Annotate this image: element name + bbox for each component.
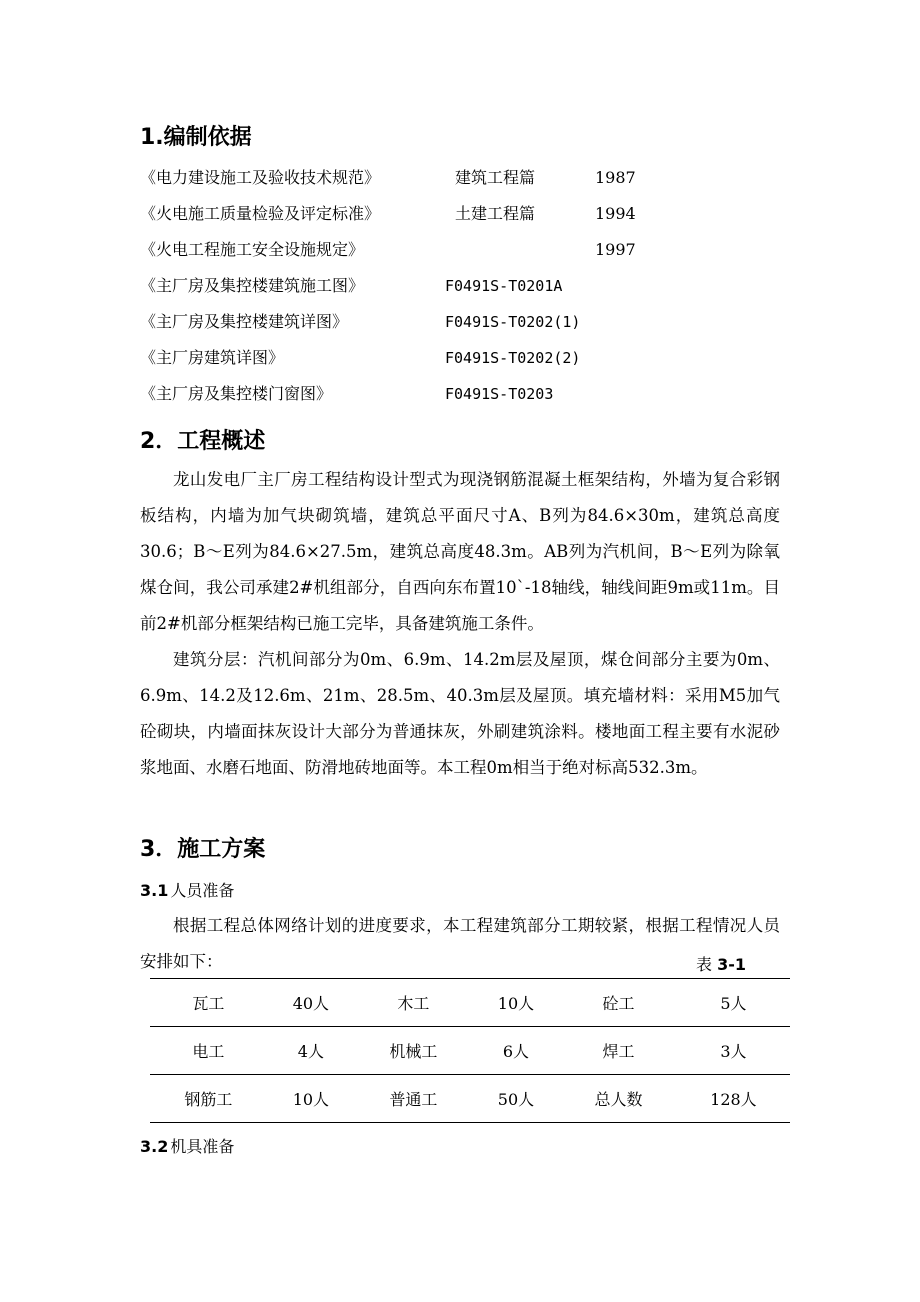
- reference-name: 《主厂房及集控楼门窗图》: [140, 384, 333, 403]
- table-number: 3-1: [717, 955, 747, 974]
- table-row: [150, 1075, 790, 1123]
- subsection-text: 人员准备: [170, 881, 235, 900]
- layering-paragraph: 建筑分层：汽机间部分为0m、6.9m、14.2m层及屋顶，煤仓间部分主要为0m、6.9m、14.2及12.6m、21m、28.5m、40.3m层及屋顶。填充墙材料：采用M5加气砼砌块，内墙面抹灰设计大部分为普通抹灰，外刷建筑涂料。楼地面工程主要有水泥砂浆地面、水磨石地面、防滑地砖地面等。本工程0m相当于绝对标高532.3m。: [140, 650, 780, 777]
- table-cell: 40人: [267, 979, 355, 1027]
- subsection-number: 3.2: [140, 1137, 169, 1156]
- table-cell: 总人数: [560, 1075, 677, 1123]
- table-row: [150, 1027, 790, 1075]
- table-cell: 128人: [677, 1075, 790, 1123]
- table-cell: 木工: [355, 979, 472, 1027]
- table-cell: 瓦工: [150, 979, 267, 1027]
- reference-year: 1994: [595, 204, 636, 223]
- table-cell: 50人: [472, 1075, 560, 1123]
- table-cell: 焊工: [560, 1027, 677, 1075]
- table-cell: 钢筋工: [150, 1075, 267, 1123]
- reference-name: 《电力建设施工及验收技术规范》: [140, 168, 381, 187]
- table-row: [150, 979, 790, 1027]
- subsection-3-2-heading: [140, 1134, 234, 1157]
- section-3-title: 3．施工方案: [140, 837, 266, 862]
- table-cell: 4人: [267, 1027, 355, 1075]
- table-caption: [696, 952, 746, 975]
- table-cell: 普通工: [355, 1075, 472, 1123]
- table-cell: 3人: [677, 1027, 790, 1075]
- reference-code: F0491S-T0202(2): [445, 349, 581, 367]
- reference-name: 《主厂房及集控楼建筑详图》: [140, 312, 349, 331]
- table-label: 表: [696, 955, 713, 974]
- subsection-3-1-heading: [140, 878, 234, 901]
- subsection-number: 3.1: [140, 881, 169, 900]
- subsection-text: 机具准备: [170, 1137, 235, 1156]
- staffing-paragraph: 根据工程总体网络计划的进度要求，本工程建筑部分工期较紧，根据工程情况人员安排如下：: [140, 916, 780, 971]
- table-cell: 10人: [267, 1075, 355, 1123]
- overview-paragraph: 龙山发电厂主厂房工程结构设计型式为现浇钢筋混凝土框架结构，外墙为复合彩钢板结构，内墙为加气块砌筑墙，建筑总平面尺寸A、B列为84.6×30m，建筑总高度30.6；B～E列为84.6×27.5m，建筑总高度48.3m。AB列为汽机间，B～E列为除氧煤仓间，我公司承建2#机组部分，自西向东布置10`-18轴线，轴线间距9m或11m。目前2#机部分框架结构已施工完毕，具备建筑施工条件。: [140, 470, 780, 633]
- reference-code: F0491S-T0203: [445, 385, 554, 403]
- section-1-title: 1.编制依据: [140, 125, 252, 150]
- reference-name: 《火电施工质量检验及评定标准》: [140, 204, 381, 223]
- table-cell: 砼工: [560, 979, 677, 1027]
- reference-name: 《主厂房及集控楼建筑施工图》: [140, 276, 365, 295]
- table-cell: 5人: [677, 979, 790, 1027]
- table-cell: 机械工: [355, 1027, 472, 1075]
- reference-year: 1997: [595, 240, 636, 259]
- table-cell: 10人: [472, 979, 560, 1027]
- reference-category: 建筑工程篇: [455, 168, 536, 187]
- section-2-title: 2．工程概述: [140, 429, 266, 454]
- reference-category: 土建工程篇: [455, 204, 536, 223]
- table-cell: 电工: [150, 1027, 267, 1075]
- reference-name: 《火电工程施工安全设施规定》: [140, 240, 365, 259]
- reference-code: F0491S-T0201A: [445, 277, 563, 295]
- table-cell: 6人: [472, 1027, 560, 1075]
- reference-year: 1987: [595, 168, 636, 187]
- staffing-table: [150, 978, 790, 1123]
- reference-code: F0491S-T0202(1): [445, 313, 581, 331]
- reference-name: 《主厂房建筑详图》: [140, 348, 285, 367]
